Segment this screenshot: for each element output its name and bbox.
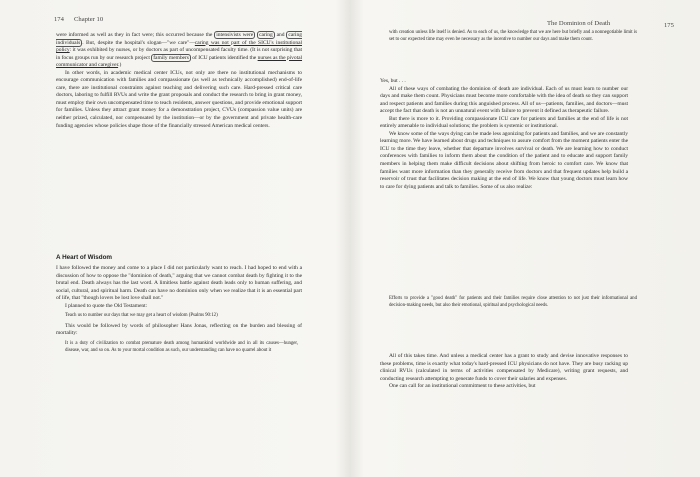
left-body-top bbox=[56, 32, 302, 130]
right-body-bottom bbox=[380, 353, 628, 391]
left-body-bottom bbox=[56, 265, 302, 354]
highlight-box: intensivists were bbox=[216, 32, 254, 38]
section-heading: A Heart of Wisdom bbox=[56, 254, 113, 261]
paragraph: We know some of the ways dying can be made less agonizing for patients and families, and we are constantly learning more. We have learned about drugs and techniques to assure comfort from the moment patients enter the ICU to the time they leave, whether that departure involves survival or death. We are learning how to conduct conferences with families to inform them about the condition of the patient and to educate and support family members in helping them make difficult decisions about shifting from heroic to comfort care. We know that families want more information than they generally receive from doctors and that frequent updates help build a reservoir of trust that facilitates decision making at the end of life. We know that young doctors must learn how to care for dying patients and talk to families. Some of us also realize: bbox=[380, 130, 628, 190]
block-quote bbox=[56, 313, 302, 320]
paragraph: All of this takes time. And unless a medical center has a grant to study and devise innovative responses to these problems, time is exactly what today's hard-pressed ICU physicians do not have. They are busy racking up clinical RVUs (calculated in terms of activities compensated by Medicare), writing grant requests, and conducting research attempting to generate funds to cover their salaries and expenses. bbox=[380, 353, 628, 382]
quote-text: with creation unless life itself is denied. As to each of us, the knowledge that we are here but briefly and a nonnegotiable limit is set to our expected time may even be necessary as the incentive to number our days and make them count. bbox=[389, 30, 637, 42]
block-quote bbox=[380, 296, 641, 309]
text-run: of ICU patients identified the bbox=[190, 54, 258, 61]
right-page bbox=[350, 0, 700, 477]
page-number: 174 bbox=[54, 16, 64, 23]
quote-text: It is a duty of civilization to combat premature death among humankind worldwide and in all its causes—hunger, disease, war, and so on. As to your mortal condition as such, our understanding can have no quarrel about it bbox=[65, 340, 298, 353]
highlight-box: caring individuals bbox=[56, 32, 302, 46]
page-number: 175 bbox=[664, 22, 674, 29]
highlight-box: family members bbox=[153, 54, 189, 61]
running-head: Chapter 10 bbox=[74, 16, 104, 23]
paragraph: One can call for an institutional commitment to these activities, but bbox=[389, 383, 536, 390]
quote-text: Teach us to number our days that we may get a heart of wisdom (Psalms 90:12) bbox=[65, 313, 218, 319]
paragraph: In other words, in academic medical center ICUs, not only are there no institutional mechanisms to encourage communication with families and compassionate (as well as technically accomplished) end-of-life care, there are institutional constraints against teaching and delivering such care. Hard-pressed critical care doctors, laboring to fulfill RVUs and write the grant proposals and conduct the research to bring in grant money, must employ their own uncompensated time to teach residents, answer questions, and provide emotional support for families. Unless they attract grant money for a demonstration project, CVUs (compassion value units) are neither prized, calculated, nor compensated by the institution—or by the government and private health-care funding agencies whose policies shape those of the financially stressed American medical centers. bbox=[56, 69, 302, 129]
block-quote bbox=[56, 341, 302, 354]
running-head: The Dominion of Death bbox=[547, 20, 611, 27]
paragraph: This would be followed by words of philosopher Hans Jonas, reflecting on the burden and blessing of mortality: bbox=[56, 322, 302, 337]
text-run: were informed as well as they in fact were; this occurred because the bbox=[56, 32, 215, 38]
paragraph: All of these ways of combating the dominion of death are individual. Each of us must learn to number our days and make them count. Physicians must become more comfortable with the idea of death so they can support and respect patients and families during this anguished process. All of us—patients, families, and doctors—must accept the fact that death is not an unnatural event with failure to prevent it defined as therapeutic failure. bbox=[380, 85, 628, 115]
paragraph: But there is more to it. Providing compassionate ICU care for patients and families at the end of life is not entirely amenable to individual solutions; the problem is systemic or institutional. bbox=[380, 115, 628, 130]
text-run: : it was exhibited by nurses, or by doctors as part of uncompensated faculty time. (It is not surprising that in focus groups run by our research project bbox=[56, 47, 302, 61]
text-run: . But, despite the hospital's slogan—"we care"— bbox=[82, 39, 195, 46]
text-run: and bbox=[274, 32, 287, 38]
right-body-top bbox=[380, 78, 628, 191]
paragraph: Yes, but . . . bbox=[380, 78, 406, 84]
highlight-box: caring bbox=[259, 32, 273, 38]
text-run: .) bbox=[118, 62, 122, 69]
quote-text: Efforts to provide a "good death" for patients and their families require close attention to not just their informational and decision-making needs, but also their emotional, spiritual and psychological needs. bbox=[389, 296, 637, 308]
paragraph: I planned to quote the Old Testament: bbox=[65, 302, 148, 309]
paragraph: I have followed the money and come to a place I did not particularly want to reach. I had hoped to end with a discussion of how to oppose the "dominion of death," arguing that we cannot combat death by fighting it to the brutal end. Death always has the last word. A limitless battle against death leads only to human suffering, and social, cultural, and spiritual harm. Death can have no dominion only when we realize that it is an essential part of life, that "though lovers be lost love shall not." bbox=[56, 265, 302, 302]
block-quote-continued bbox=[380, 30, 641, 43]
underline-mark: nurses as the pivotal communicator and caregiver bbox=[56, 54, 303, 69]
paragraph bbox=[56, 32, 302, 70]
underline-mark: caring was not part of the SICU's institutional policy bbox=[56, 39, 302, 54]
